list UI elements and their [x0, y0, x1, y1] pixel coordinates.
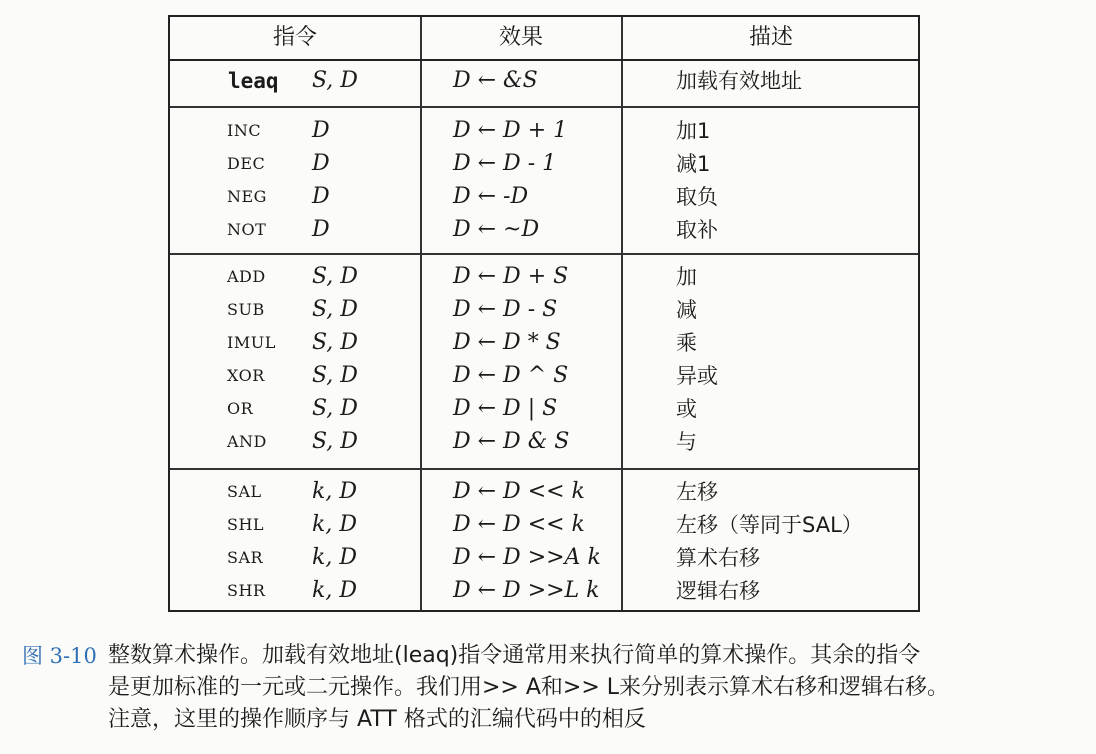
- effect-expression: D ← D & S: [453, 429, 570, 454]
- instruction-operands: S, D: [312, 264, 358, 289]
- header-instruction: 指令: [272, 25, 317, 50]
- instruction-name: XOR: [227, 366, 265, 385]
- effect-expression: D ← D - S: [453, 297, 558, 322]
- effect-expression: D ← D + S: [453, 264, 569, 289]
- instruction-operands: k, D: [312, 512, 357, 537]
- description-text: 减: [676, 298, 697, 322]
- instruction-name: OR: [227, 399, 254, 418]
- instruction-name: SHR: [227, 581, 266, 600]
- instruction-operands: D: [312, 217, 330, 242]
- effect-expression: D ← D << k: [453, 479, 585, 504]
- instruction-operands: S, D: [312, 68, 358, 93]
- instruction-operands: S, D: [312, 330, 358, 355]
- group-divider: [170, 106, 918, 108]
- effect-expression: D ← &S: [453, 68, 538, 93]
- instruction-name: SHL: [227, 515, 265, 534]
- table-row: [170, 181, 918, 213]
- instruction-operands: k, D: [312, 479, 357, 504]
- instruction-name: DEC: [227, 154, 266, 173]
- description-text: 加载有效地址: [676, 69, 802, 93]
- description-text: 左移（等同于SAL）: [676, 513, 863, 537]
- instruction-name: INC: [227, 121, 262, 140]
- table-row: [170, 360, 918, 392]
- effect-expression: D ← D << k: [453, 512, 585, 537]
- instruction-name: NEG: [227, 187, 267, 206]
- table-row: [170, 214, 918, 246]
- description-text: 逻辑右移: [676, 579, 760, 603]
- figure-label: 图 3-10: [22, 644, 97, 668]
- instruction-operands: D: [312, 151, 330, 176]
- instruction-operands: S, D: [312, 363, 358, 388]
- effect-expression: D ← -D: [453, 184, 529, 209]
- table-row: [170, 294, 918, 326]
- table-row: [170, 542, 918, 574]
- instruction-name: SUB: [227, 300, 265, 319]
- caption-line: 注意，这里的操作顺序与 ATT 格式的汇编代码中的相反: [108, 707, 646, 732]
- description-text: 与: [676, 430, 697, 454]
- description-text: 左移: [676, 480, 718, 504]
- table-row: [170, 148, 918, 180]
- instruction-operands: k, D: [312, 545, 357, 570]
- description-text: 减1: [676, 152, 711, 176]
- effect-expression: D ← D ^ S: [453, 363, 569, 388]
- effect-expression: D ← D | S: [453, 396, 558, 421]
- instruction-name: SAL: [227, 482, 262, 501]
- instruction-name: AND: [227, 432, 267, 451]
- table-row: [170, 115, 918, 147]
- header-description: 描述: [748, 25, 793, 50]
- effect-expression: D ← D + 1: [453, 118, 568, 143]
- instruction-name: ADD: [227, 267, 266, 286]
- description-text: 加1: [676, 119, 711, 143]
- table-row: [170, 393, 918, 425]
- table-row: [170, 575, 918, 607]
- instruction-name: leaq: [228, 69, 279, 93]
- effect-expression: D ← D - 1: [453, 151, 557, 176]
- effect-expression: D ← D * S: [453, 330, 561, 355]
- instruction-table: [168, 15, 920, 612]
- effect-expression: D ← ~D: [453, 217, 540, 242]
- description-text: 取补: [676, 218, 718, 242]
- header-divider: [170, 59, 918, 61]
- effect-expression: D ← D >>L k: [453, 578, 600, 603]
- description-text: 加: [676, 265, 697, 289]
- group-divider: [170, 468, 918, 470]
- instruction-operands: S, D: [312, 396, 358, 421]
- table-row: [170, 476, 918, 508]
- instruction-name: SAR: [227, 548, 264, 567]
- description-text: 取负: [676, 185, 718, 209]
- description-text: 异或: [676, 364, 718, 388]
- description-text: 算术右移: [676, 546, 760, 570]
- instruction-operands: D: [312, 184, 330, 209]
- description-text: 乘: [676, 331, 697, 355]
- table-row: [170, 65, 918, 97]
- caption-line: 整数算术操作。加载有效地址(leaq)指令通常用来执行简单的算术操作。其余的指令: [108, 643, 921, 668]
- instruction-operands: S, D: [312, 297, 358, 322]
- table-row: [170, 509, 918, 541]
- instruction-name: IMUL: [227, 333, 276, 352]
- header-effect: 效果: [498, 25, 543, 50]
- instruction-operands: k, D: [312, 578, 357, 603]
- effect-expression: D ← D >>A k: [453, 545, 601, 570]
- table-row: [170, 327, 918, 359]
- instruction-name: NOT: [227, 220, 267, 239]
- table-row: [170, 426, 918, 458]
- instruction-operands: D: [312, 118, 330, 143]
- group-divider: [170, 253, 918, 255]
- table-row: [170, 261, 918, 293]
- caption-line: 是更加标准的一元或二元操作。我们用>> A和>> L来分别表示算术右移和逻辑右移。: [108, 675, 950, 700]
- instruction-operands: S, D: [312, 429, 358, 454]
- description-text: 或: [676, 397, 697, 421]
